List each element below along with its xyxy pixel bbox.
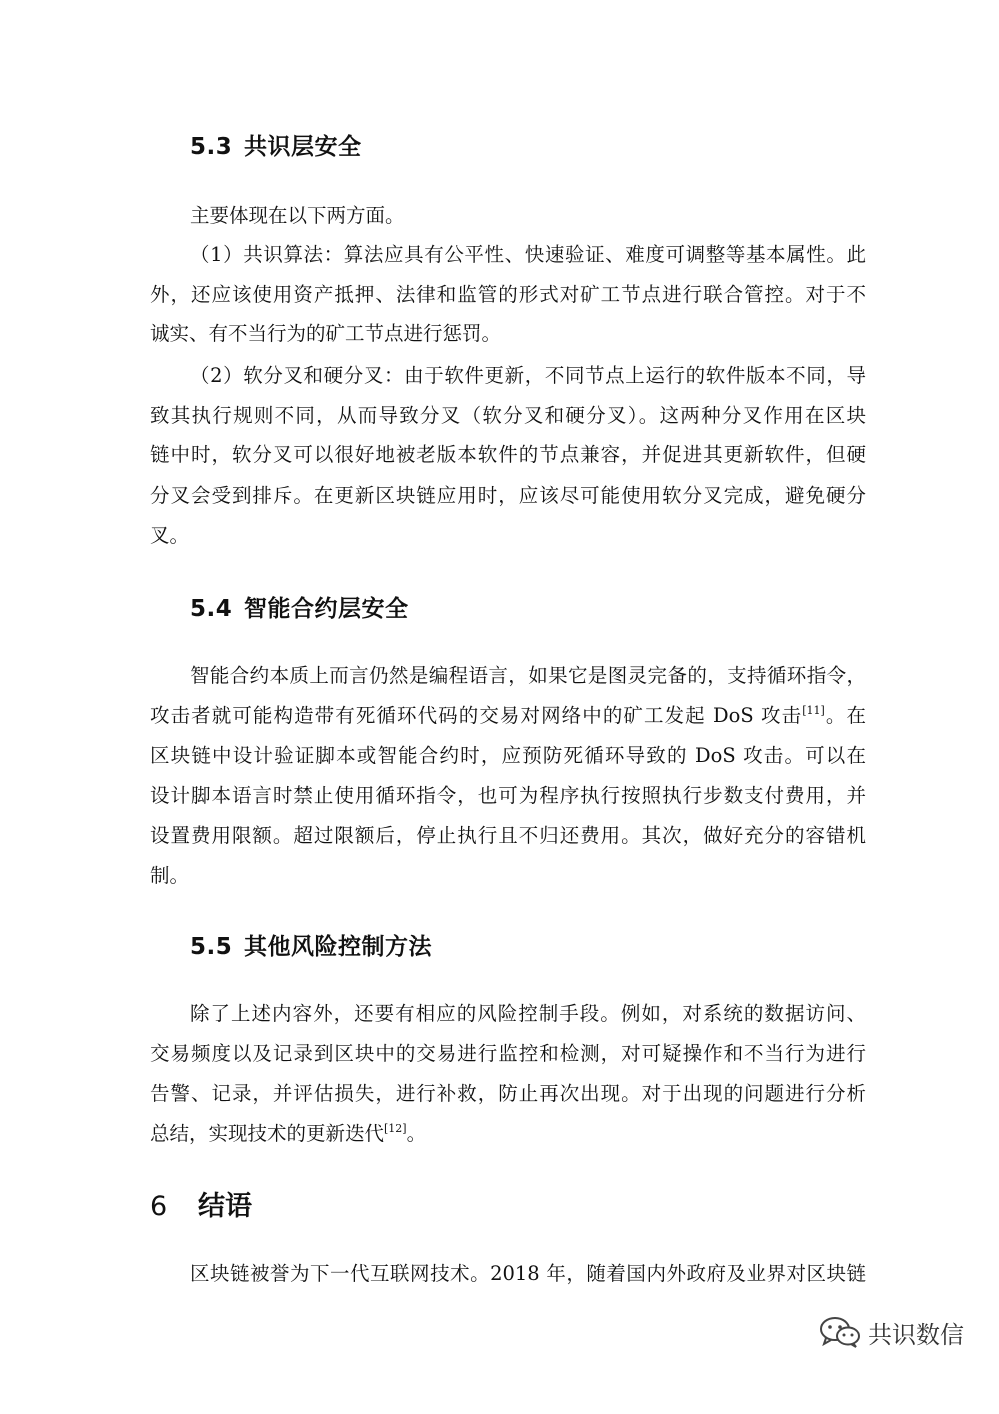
section-heading-6: 6 结语 [150, 1191, 252, 1222]
watermark-text: 共识数信 [868, 1320, 964, 1349]
paragraph-line: 致其执行规则不同，从而导致分叉（软分叉和硬分叉）。这两种分叉作用在区块 [150, 404, 866, 427]
wechat-icon [818, 1315, 862, 1349]
paragraph-line: 攻击者就可能构造带有死循环代码的交易对网络中的矿工发起 DoS 攻击[11]。在 [150, 704, 866, 727]
paragraph-line: 主要体现在以下两方面。 [190, 204, 405, 227]
paragraph-line: 区块链被誉为下一代互联网技术。2018 年，随着国内外政府及业界对区块链 [190, 1262, 866, 1285]
paragraph-line: 总结，实现技术的更新迭代[12]。 [150, 1122, 427, 1145]
paragraph-line: （1）共识算法：算法应具有公平性、快速验证、难度可调整等基本属性。此 [190, 243, 866, 266]
paragraph-line: 分叉会受到排斥。在更新区块链应用时，应该尽可能使用软分叉完成，避免硬分 [150, 484, 866, 507]
wechat-watermark [818, 1314, 964, 1350]
paragraph-line: 制。 [150, 864, 190, 887]
section-heading-5-5: 5.5 其他风险控制方法 [190, 934, 432, 960]
paragraph-line: 设置费用限额。超过限额后，停止执行且不归还费用。其次，做好充分的容错机 [150, 824, 866, 847]
section-heading-5-4: 5.4 智能合约层安全 [190, 596, 409, 622]
citation: [12] [384, 1122, 407, 1135]
paragraph-line: 链中时，软分叉可以很好地被老版本软件的节点兼容，并促进其更新软件，但硬 [150, 443, 866, 466]
paragraph-line: 外，还应该使用资产抵押、法律和监管的形式对矿工节点进行联合管控。对于不 [150, 283, 866, 306]
paragraph-line: 智能合约本质上而言仍然是编程语言，如果它是图灵完备的，支持循环指令， [190, 664, 866, 687]
paragraph-line: 区块链中设计验证脚本或智能合约时，应预防死循环导致的 DoS 攻击。可以在 [150, 744, 866, 767]
paragraph-line: 叉。 [150, 524, 190, 547]
paragraph-line: （2）软分叉和硬分叉：由于软件更新，不同节点上运行的软件版本不同，导 [190, 364, 866, 387]
paragraph-line: 除了上述内容外，还要有相应的风险控制手段。例如，对系统的数据访问、 [190, 1002, 866, 1025]
paragraph-line: 诚实、有不当行为的矿工节点进行惩罚。 [150, 322, 502, 345]
citation: [11] [802, 704, 825, 717]
paragraph-line: 告警、记录，并评估损失，进行补救，防止再次出现。对于出现的问题进行分析 [150, 1082, 866, 1105]
paragraph-line: 设计脚本语言时禁止使用循环指令，也可为程序执行按照执行步数支付费用，并 [150, 784, 866, 807]
paragraph-line: 交易频度以及记录到区块中的交易进行监控和检测，对可疑操作和不当行为进行 [150, 1042, 866, 1065]
section-heading-5-3: 5.3 共识层安全 [190, 134, 362, 160]
